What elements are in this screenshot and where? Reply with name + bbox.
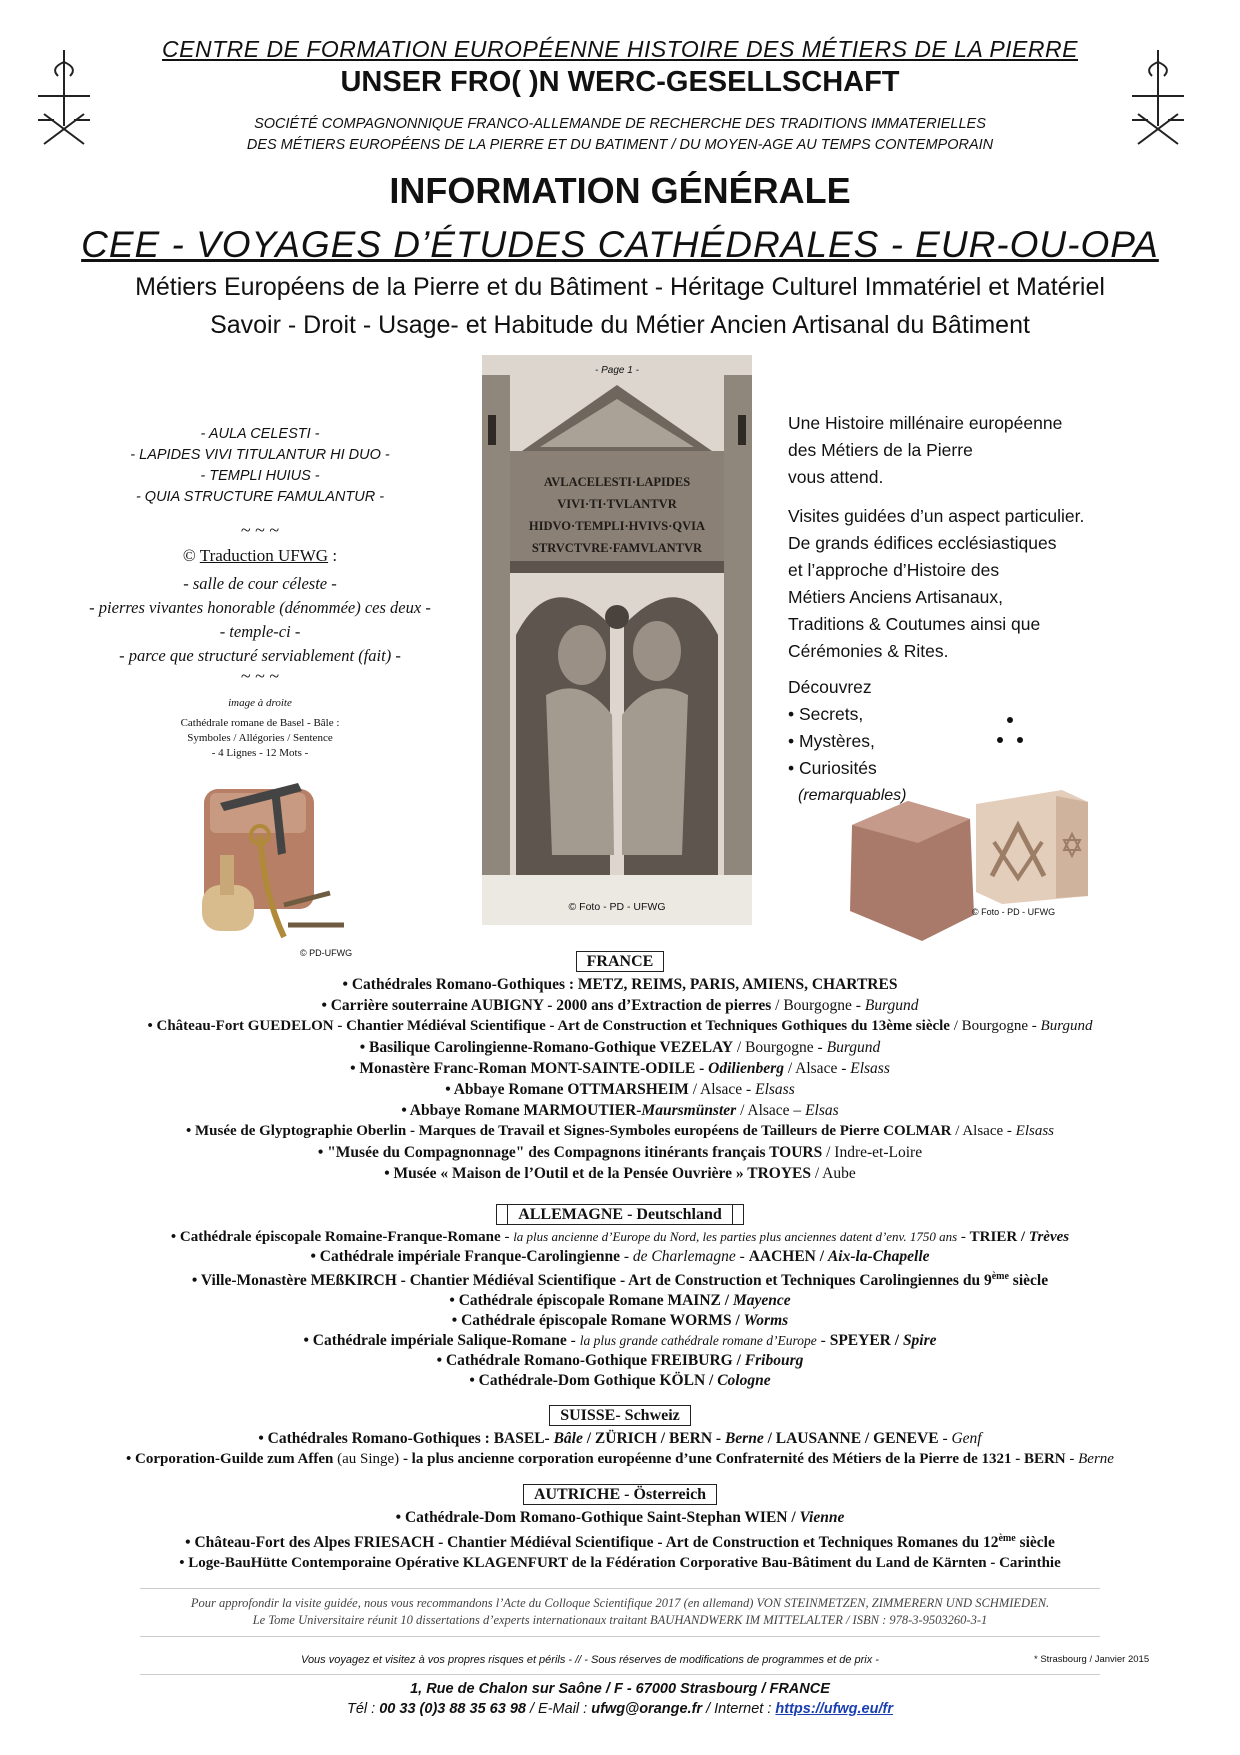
list-item: • Cathédrale Romano-Gothique FREIBURG / Fribourg <box>436 1352 804 1370</box>
list-item: • Abbaye Romane MARMOUTIER-Maursmünster / Alsace – Elsas <box>401 1102 839 1119</box>
latin-line: - LAPIDES VIVI TITULANTUR HI DUO - <box>130 447 390 463</box>
three-dots-icon <box>990 712 1030 748</box>
separator-tilde: ~ ~ ~ <box>240 666 280 686</box>
relief-drawing <box>482 355 752 925</box>
list-item: • Cathédrales Romano-Gothiques : BASEL- Bâle / ZÜRICH / BERN - Berne / LAUSANNE / GENEVE - Genf <box>258 1430 982 1447</box>
intro-paragraph: Une Histoire millénaire européenne des Métiers de la Pierre vous attend. <box>788 413 1063 487</box>
list-item: • Château-Fort des Alpes FRIESACH - Chantier Médiéval Scientifique - Art de Construction et Techniques Romanes du 12ème siècle <box>185 1533 1055 1552</box>
cathedral-relief-photo <box>482 355 752 925</box>
list-item: • "Musée du Compagnonnage" des Compagnons itinérants français TOURS / Indre-et-Loire <box>317 1144 923 1161</box>
translation-line: - salle de cour céleste - <box>183 574 337 593</box>
section-title-autriche: AUTRICHE - Österreich <box>0 1486 1240 1504</box>
tools-photo-credit: © PD-UFWG <box>300 948 353 958</box>
latin-inscription <box>40 424 480 508</box>
society-description-line-1: SOCIÉTÉ COMPAGNONNIQUE FRANCO-ALLEMANDE DE RECHERCHE DES TRADITIONS IMMATERIELLES <box>254 116 986 132</box>
stone-photo-credit: © Foto - PD - UFWG <box>972 907 1056 917</box>
phone-number[interactable]: 00 33 (0)3 88 35 63 98 <box>379 1701 526 1717</box>
list-item: • Cathédrale épiscopale Romane MAINZ / Mayence <box>449 1292 791 1310</box>
relief-inscription: AVLACELESTI·LAPIDES VIVI·TI·TVLANTVR HIDVO·TEMPLI·HVIVS·QVIA STRVCTVRE·FAMVLANTVR <box>528 475 706 555</box>
carved-stone-cube-illustration <box>972 786 1092 906</box>
visits-paragraph: Visites guidées d’un aspect particulier. De grands édifices ecclésiastiques et l’approche d’Histoire des Métiers Anciens Artisanaux, Traditions & Coutumes ainsi que Cérémonies & Rites. <box>788 506 1085 661</box>
section-title-suisse: SUISSE- Schweiz <box>0 1407 1240 1425</box>
discover-label: Découvrez <box>788 677 872 697</box>
list-item: • Château-Fort GUEDELON - Chantier Médiéval Scientifique - Art de Construction et Techniques Gothiques du 13ème siècle / Bourgogne - Burgund <box>147 1018 1093 1034</box>
risk-disclaimer: Vous voyagez et visitez à vos propres risques et périls - // - Sous réserves de modifications de programmes et de prix - <box>301 1654 879 1666</box>
translation-line: - pierres vivantes honorable (dénommée) ces deux - <box>89 598 431 617</box>
mason-tools-illustration <box>180 775 380 965</box>
list-item: • Loge-BauHütte Contemporaine Opérative KLAGENFURT de la Fédération Corporative Bau-Bâtiment du Land de Kärnten - Carinthie <box>179 1555 1061 1572</box>
postal-address: 1, Rue de Chalon sur Saône / F - 67000 Strasbourg / FRANCE <box>410 1681 830 1697</box>
list-item: • Musée de Glyptographie Oberlin - Marques de Travail et Signes-Symboles européens de Tailleurs de Pierre COLMAR / Alsace - Elsass <box>185 1123 1054 1139</box>
list-item: • Cathédrale épiscopale Romaine-Franque-Romane - la plus ancienne d’Europe du Nord, les parties plus anciennes datent d’env. 1750 ans - TRIER / Trèves <box>170 1229 1070 1245</box>
list-item: • Cathédrale-Dom Romano-Gothique Saint-Stephan WIEN / Vienne <box>395 1509 845 1526</box>
footer-note-1: Pour approfondir la visite guidée, nous vous recommandons l’Acte du Colloque Scientifique 2017 (en allemand) VON STEINMETZEN, ZIMMERERN UND SCHMIEDEN. <box>190 1596 1050 1610</box>
organisation-title: CENTRE DE FORMATION EUROPÉENNE HISTOIRE DES MÉTIERS DE LA PIERRE <box>162 36 1078 62</box>
france-list <box>0 974 1240 1184</box>
subtitle-line-1: Métiers Européens de la Pierre et du Bâtiment - Héritage Culturel Immatériel et Matériel <box>135 273 1105 301</box>
section-title-france: FRANCE <box>0 953 1240 971</box>
website-link[interactable]: https://ufwg.eu/fr <box>775 1701 893 1717</box>
allemagne-list <box>0 1227 1240 1391</box>
photo-page-label: - Page 1 - <box>595 365 639 376</box>
list-item: • Curiosités <box>788 758 877 778</box>
photo-credit: © Foto - PD - UFWG <box>568 901 666 913</box>
list-item: • Abbaye Romane OTTMARSHEIM / Alsace - Elsass <box>445 1081 795 1098</box>
list-item: • Basilique Carolingienne-Romano-Gothique VEZELAY / Bourgogne - Burgund <box>359 1039 881 1056</box>
list-item: • Corporation-Guilde zum Affen (au Singe) - la plus ancienne corporation européenne d’une Confraternité des Métiers de la Pierre de 1321 - BERN - Berne <box>126 1451 1114 1467</box>
list-item: • Carrière souterraine AUBIGNY - 2000 ans d’Extraction de pierres / Bourgogne - Burgund <box>321 997 919 1014</box>
document-date: * Strasbourg / Janvier 2015 <box>1034 1654 1150 1665</box>
translation-line: - parce que structuré serviablement (fait) - <box>119 646 401 665</box>
remark-text: (remarquables) <box>798 787 907 804</box>
page-title: INFORMATION GÉNÉRALE <box>389 170 851 211</box>
list-item: • Secrets, <box>788 704 864 724</box>
list-item: • Musée « Maison de l’Outil et de la Pensée Ouvrière » TROYES / Aube <box>384 1165 856 1182</box>
list-item: • Cathédrale impériale Salique-Romane - la plus grande cathédrale romane d’Europe - SPEYER / Spire <box>303 1332 937 1350</box>
divider <box>140 1636 1100 1637</box>
list-item: • Cathédrale impériale Franque-Carolingienne - de Charlemagne - AACHEN / Aix-la-Chapelle <box>310 1248 930 1265</box>
divider <box>140 1588 1100 1589</box>
voyages-heading: CEE - VOYAGES D’ÉTUDES CATHÉDRALES - EUR-OU-OPA <box>81 224 1159 265</box>
list-item: • Ville-Monastère MEßKIRCH - Chantier Médiéval Scientifique - Art de Construction et Techniques Carolingiennes du 9ème siècle <box>191 1271 1049 1290</box>
latin-line: - AULA CELESTI - <box>200 426 320 442</box>
list-item: • Cathédrale-Dom Gothique KÖLN / Cologne <box>469 1372 771 1390</box>
subtitle-line-2: Savoir - Droit - Usage- et Habitude du Métier Ancien Artisanal du Bâtiment <box>210 311 1030 339</box>
contact-line: Tél : 00 33 (0)3 88 35 63 98 / E-Mail : ufwg@orange.fr / Internet : https://ufwg.eu/fr <box>347 1701 893 1717</box>
footer-note-2: Le Tome Universitaire réunit 10 dissertations d’experts internationaux traitant BAUHANDWERK IM MITTELALTER / ISBN : 978-3-9503260-3-1 <box>252 1613 988 1627</box>
latin-line: - TEMPLI HUIUS - <box>200 468 320 484</box>
list-item: • Monastère Franc-Roman MONT-SAINTE-ODILE - Odilienberg / Alsace - Elsass <box>350 1060 890 1077</box>
society-name: UNSER FRO( )N WERC-GESELLSCHAFT <box>340 66 900 98</box>
email-link[interactable]: ufwg@orange.fr <box>591 1701 703 1717</box>
divider <box>140 1674 1100 1675</box>
translation-title: © Traduction UFWG : <box>182 546 338 565</box>
latin-line: - QUIA STRUCTURE FAMULANTUR - <box>135 489 385 505</box>
separator-tilde: ~ ~ ~ <box>240 520 280 540</box>
list-item: • Cathédrale épiscopale Romane WORMS / Worms <box>451 1312 789 1330</box>
list-item: • Mystères, <box>788 731 875 751</box>
image-caption: Cathédrale romane de Basel - Bâle : Symboles / Allégories / Sentence - 4 Lignes - 12 Mots - <box>180 717 340 759</box>
translation-lines <box>40 572 480 668</box>
list-item: • Cathédrales Romano-Gothiques : METZ, REIMS, PARIS, AMIENS, CHARTRES <box>342 976 898 993</box>
society-description-line-2: DES MÉTIERS EUROPÉENS DE LA PIERRE ET DU BATIMENT / DU MOYEN-AGE AU TEMPS CONTEMPORAIN <box>246 137 994 153</box>
image-note: image à droite <box>228 697 292 709</box>
stone-block-illustration <box>838 785 978 945</box>
translation-line: - temple-ci - <box>219 622 301 641</box>
suisse-list <box>0 1428 1240 1470</box>
section-title-allemagne: ALLEMAGNE - Deutschland <box>0 1206 1240 1224</box>
autriche-list <box>0 1507 1240 1574</box>
